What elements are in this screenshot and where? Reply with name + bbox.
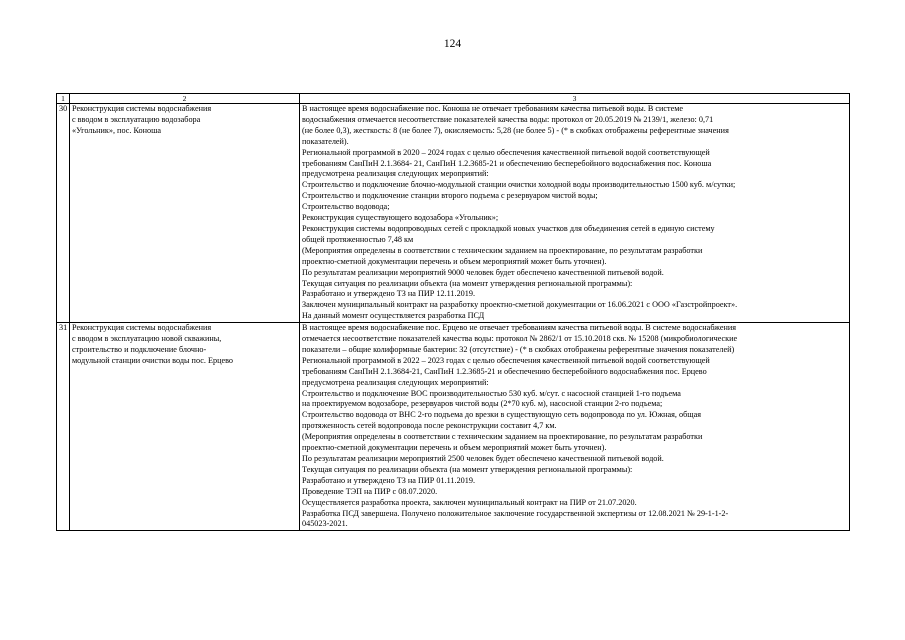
text-line: Строительство и подключение станции второго подъема с резервуаром чистой воды; — [302, 191, 598, 201]
text-line: Строительство и подключение ВОС производительностью 530 куб. м/сут. с насосной станцией 1-го подъема — [302, 388, 681, 398]
table-row — [57, 104, 850, 323]
object-name — [70, 104, 300, 323]
column-number-2: 2 — [70, 94, 300, 104]
text-line: предусмотрена реализация следующих мероприятий: — [302, 169, 489, 179]
text-line: общей протяженностью 7,48 км — [302, 234, 414, 244]
text-line: По результатам реализации мероприятий 2500 человек будет обеспечено качественной питьевой водой. — [302, 454, 664, 463]
text-line: Региональной программой в 2020 – 2024 годах с целью обеспечения качественной питьевой водой соответствующей — [302, 147, 710, 157]
text-line: Текущая ситуация по реализации объекта (на момент утверждения региональной программы): — [302, 464, 633, 474]
text-line: Заключен муниципальный контракт на разработку проектно-сметной документации от 16.06.2021 с ООО «Газстройпроект». — [302, 300, 738, 310]
text-line: Реконструкция системы водоснабжения — [72, 104, 212, 113]
text-line: Разработка ПСД завершена. Получено положительное заключение государственной экспертизы от 12.08.2021 № 29-1-1-2- — [302, 508, 729, 518]
object-description — [300, 323, 850, 531]
program-table — [56, 93, 850, 531]
text-line: В настоящее время водоснабжение пос. Коноша не отвечает требованиям качества питьевой воды. В системе — [302, 104, 684, 113]
text-line: На данный момент осуществляется разработка ПСД — [302, 311, 485, 321]
text-line: (Мероприятия определены в соответствии с техническим заданием на проектирование, по результатам разработки — [302, 432, 703, 442]
object-name — [70, 323, 300, 531]
text-line: проектно-сметной документации перечень и объем мероприятий может быть уточнен). — [302, 256, 607, 266]
text-line: Проведение ТЭП на ПИР с 08.07.2020. — [302, 486, 438, 496]
object-description — [300, 104, 850, 323]
text-line: требованиям СанПиН 2.1.3684-21, СанПиН 1.2.3685-21 и обеспечению бесперебойного водоснабжения пос. Ерцево — [302, 366, 707, 376]
text-line: протяженность сетей водопровода после реконструкции составит 4,7 км. — [302, 421, 557, 431]
text-line: Реконструкция системы водопроводных сетей с прокладкой новых участков для объединения сетей в единую систему — [302, 223, 715, 233]
text-line: предусмотрена реализация следующих мероприятий: — [302, 377, 489, 387]
text-line: отмечается несоответствие показателей качества воды: протокол № 2862/1 от 15.10.2018 скв. № 15208 (микробиологические — [302, 334, 738, 344]
text-line: (Мероприятия определены в соответствии с техническим заданием на проектирование, по результатам разработки — [302, 245, 703, 255]
text-line: 045023-2021. — [302, 519, 348, 529]
text-line: Разработано и утверждено ТЗ на ПИР 01.11.2019. — [302, 475, 475, 485]
text-line: строительство и подключение блочно- — [72, 344, 207, 354]
text-line: (не более 0,3), жесткость: 8 (не более 7), окисляемость: 5,28 (не более 5) - (* в скобках отображены референтные значения — [302, 125, 729, 135]
row-number: 30 — [57, 104, 70, 323]
text-line: показатели – общие колиформные бактерии: 32 (отсутствие) - (* в скобках отображены референтные значения показателей) — [302, 344, 735, 354]
text-line: Реконструкция системы водоснабжения — [72, 323, 212, 333]
text-line: По результатам реализации мероприятий 9000 человек будет обеспечено качественной питьевой водой. — [302, 267, 664, 277]
page-number: 124 — [443, 38, 462, 50]
text-line: Осуществляется разработка проекта, заключен муниципальный контракт на ПИР от 21.07.2020. — [302, 497, 637, 507]
text-line: В настоящее время водоснабжение пос. Ерцево не отвечает требованиям качества питьевой воды. В системе водоснабжения — [302, 323, 736, 333]
text-line: проектно-сметной документации перечень и объем мероприятий может быть уточнен). — [302, 443, 607, 453]
column-number-3: 3 — [300, 94, 850, 104]
row-number: 31 — [57, 323, 70, 531]
text-line: водоснабжения отмечается несоответствие показателей качества воды: протокол от 20.05.2019 № 2139/1, железо: 0,71 — [302, 114, 714, 124]
column-number-1: 1 — [57, 94, 70, 104]
text-line: Строительство и подключение блочно-модульной станции очистки холодной воды производительностью 1500 куб. м/сутки; — [302, 180, 736, 190]
text-line: Реконструкция существующего водозабора «Угольник»; — [302, 213, 499, 223]
table-header-row — [57, 94, 850, 104]
text-line: Региональной программой в 2022 – 2023 годах с целью обеспечения качественной питьевой водой соответствующей — [302, 355, 710, 365]
text-line: показателей). — [302, 136, 349, 146]
text-line: Строительство водовода от ВНС 2-го подъема до врезки в существующую сеть водопровода по ул. Южная, общая — [302, 410, 701, 420]
text-line: Разработано и утверждено ТЗ на ПИР 12.11.2019. — [302, 289, 475, 299]
text-line: Текущая ситуация по реализации объекта (на момент утверждения региональной программы): — [302, 278, 633, 288]
text-line: с вводом в эксплуатацию водозабора — [72, 114, 201, 124]
text-line: на проектируемом водозаборе, резервуаров чистой воды (2*70 куб. м), насосной станции 2-го подъема; — [302, 399, 663, 409]
text-line: с вводом в эксплуатацию новой скважины, — [72, 334, 222, 344]
text-line: Строительство водовода; — [302, 202, 390, 212]
text-line: «Угольник», пос. Коноша — [72, 125, 162, 135]
text-line: требованиям СанПиН 2.1.3684- 21, СанПиН 1.2.3685-21 и обеспечению бесперебойного водоснабжения пос. Коноша — [302, 158, 712, 168]
table-row — [57, 323, 850, 531]
text-line: модульной станции очистки воды пос. Ерцево — [72, 355, 233, 365]
